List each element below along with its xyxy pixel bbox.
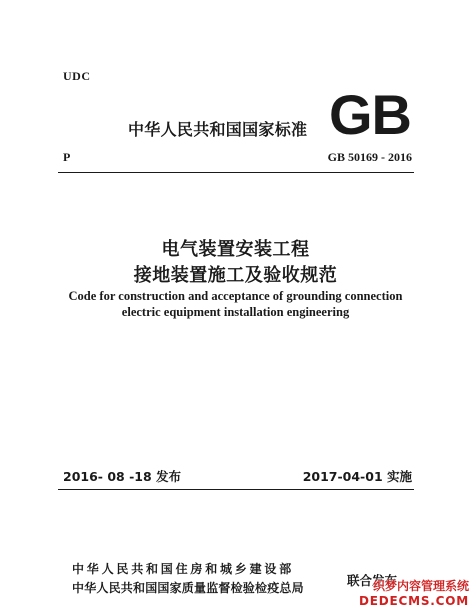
gb-logo: GB xyxy=(329,83,411,146)
watermark-en: DEDECMS.COM xyxy=(358,594,469,608)
top-divider xyxy=(58,172,414,173)
bottom-divider xyxy=(58,489,414,490)
implementation-date: 2017-04-01 实施 xyxy=(302,469,412,484)
title-cn-line2: 接地装置施工及验收规范 xyxy=(133,265,338,286)
standard-number: GB 50169 - 2016 xyxy=(327,150,412,164)
title-en-line2: electric equipment installation engineering xyxy=(121,305,350,319)
udc-label: UDC xyxy=(63,69,91,83)
watermark xyxy=(359,579,469,609)
publisher-line2: 中华人民共和国国家质量监督检验检疫总局 xyxy=(72,581,304,595)
title-cn-line1: 电气装置安装工程 xyxy=(161,239,310,260)
watermark-cn: 织梦内容管理系统 xyxy=(372,579,469,593)
issue-date: 2016- 08 -18 发布 xyxy=(63,469,182,484)
classification-code: P xyxy=(63,150,71,164)
publisher-line1: 中华人民共和国住房和城乡建设部 xyxy=(72,562,295,576)
joint-issue-label: 联合发布 xyxy=(347,573,398,588)
national-standard-title: 中华人民共和国国家标准 xyxy=(128,120,308,139)
title-en-line1: Code for construction and acceptance of grounding connection xyxy=(68,289,403,303)
